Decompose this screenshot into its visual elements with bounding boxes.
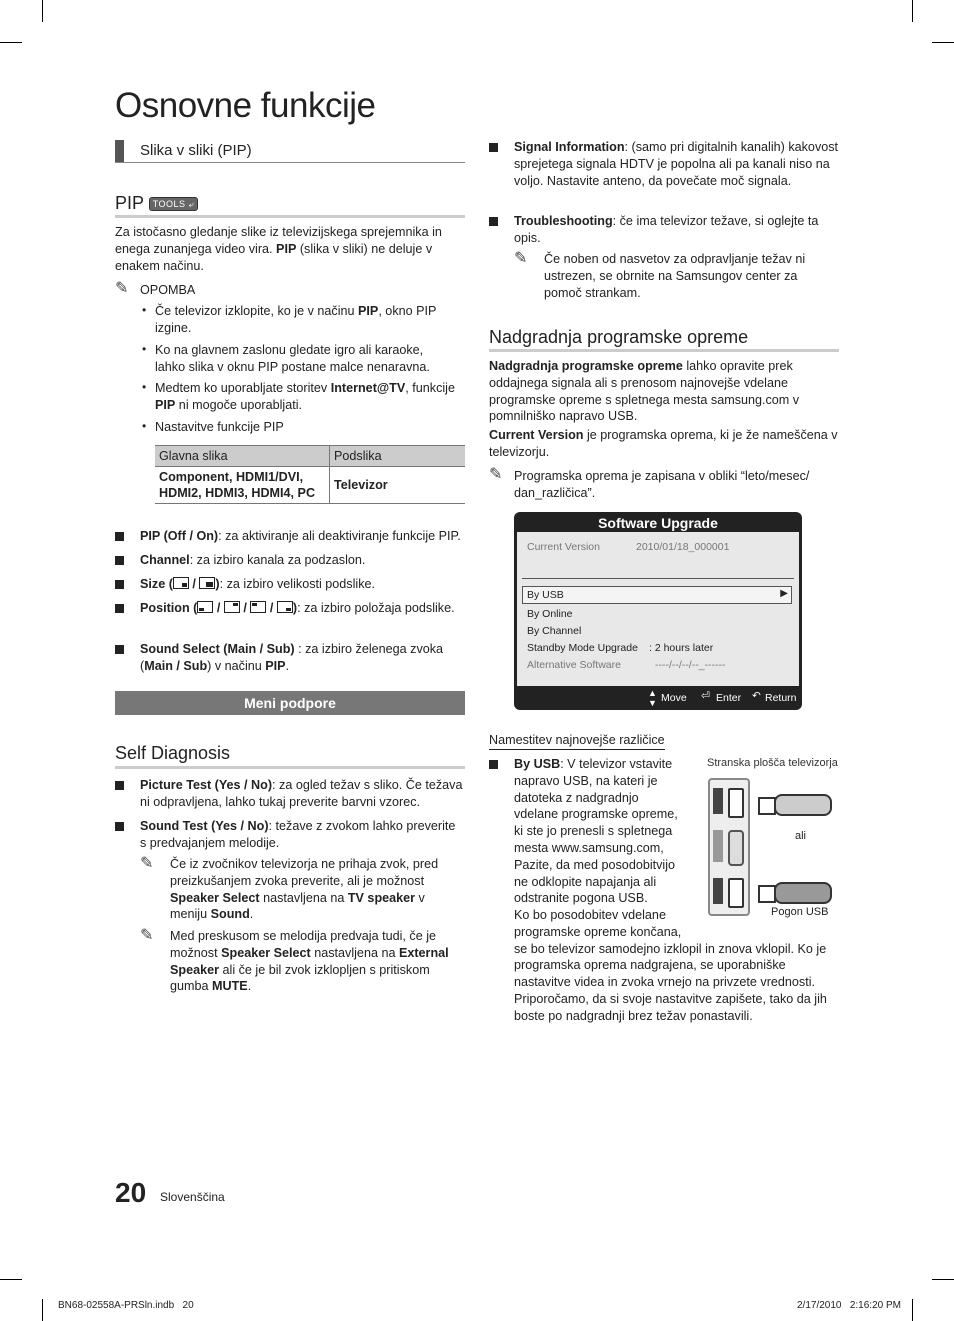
- table-header-cell: Glavna slika: [155, 446, 330, 467]
- size-small-icon: [173, 577, 189, 589]
- bullet-square: [115, 556, 124, 565]
- diagram-caption: Stranska plošča televizorja: [707, 757, 838, 769]
- item-text: : za izbiro velikosti podslike.: [219, 577, 375, 591]
- current-version-label: Current Version: [527, 541, 600, 553]
- upgrade-note: Programska oprema je zapisana v obliki “leto/mesec/ dan_različica”.: [514, 469, 810, 500]
- sound-test-item: [140, 818, 465, 852]
- item-text: : za izbiro kanala za podzaslon.: [189, 553, 366, 567]
- support-menu-banner: Meni podpore: [115, 691, 465, 715]
- crop-mark: [0, 1279, 22, 1280]
- page-number: 20: [115, 1177, 147, 1208]
- item-bold: By USB: [514, 757, 561, 771]
- footer-date: 2/17/2010 2:16:20 PM: [797, 1300, 901, 1311]
- tools-badge-text: TOOLS: [152, 199, 186, 209]
- crop-mark: [932, 1279, 954, 1280]
- position-top-left-icon: [250, 601, 266, 613]
- item-text: : V televizor vstavite napravo USB, na kateri je datoteka z nadgradnjo vdelane programske opreme, ki ste jo prenesli s spletnega mesta www.samsung.com, Pazite, da med posodobitvijo ne odklopite napajanja ali odstranite pogona USB.: [514, 757, 678, 906]
- osd-title: Software Upgrade: [598, 515, 718, 531]
- usb-port-top: [728, 788, 744, 818]
- bullet-text: , okno PIP izgine.: [155, 304, 437, 335]
- item-text: : če ima televizor težave, si oglejte ta opis.: [514, 214, 819, 245]
- bullet-square: [489, 217, 498, 226]
- note-bold: Sound: [210, 907, 250, 922]
- bullet-text: Nastavitve funkcije PIP: [155, 420, 284, 434]
- self-diagnosis-heading: Self Diagnosis: [115, 743, 231, 763]
- bullet-text: ni mogoče uporabljati.: [175, 397, 303, 412]
- current-version-value: 2010/01/18_000001: [636, 541, 730, 553]
- bullet-square: [115, 604, 124, 613]
- osd-item-by-usb[interactable]: [522, 586, 792, 604]
- by-usb-item-tail: [514, 907, 839, 1025]
- usb-drive-bottom: [758, 882, 830, 904]
- osd-alternative-value: ----/--/--/--_------: [655, 659, 726, 671]
- bullet-text: Medtem ko uporabljate storitev: [155, 381, 331, 395]
- item-text: ) v načinu: [207, 658, 266, 673]
- osd-move-label: Move: [661, 692, 687, 704]
- pip-heading-text: PIP: [115, 193, 144, 213]
- pip-settings-table: [155, 445, 465, 504]
- section-header: [115, 140, 465, 163]
- crop-mark: [42, 0, 43, 22]
- note-pencil-icon: ✎: [489, 466, 503, 483]
- bullet-square: [115, 645, 124, 654]
- table-header-cell: Podslika: [330, 446, 466, 467]
- size-large-icon: [199, 577, 215, 589]
- note-pencil-icon: ✎: [140, 927, 154, 944]
- usb-drive-top: [758, 794, 830, 814]
- note-bold: Speaker Select: [170, 890, 260, 905]
- bullet-dot: •: [142, 380, 147, 394]
- item-bold: PIP (Off / On): [140, 529, 219, 543]
- upgrade-paragraph-1: [489, 358, 839, 425]
- item-text: : težave z zvokom lahko preverite s predvajanjem melodije.: [140, 819, 456, 850]
- osd-standby-value: : 2 hours later: [649, 642, 714, 654]
- note-text: nastavljena na: [310, 945, 399, 960]
- osd-return-label: Return: [765, 692, 797, 704]
- note-bullet-1: [155, 303, 455, 337]
- item-text: : (samo pri digitalnih kanalih) kakovost sprejetega signala HDTV je popolna ali pa kanali niso na voljo. Nastavite anteno, da povečate moč signala.: [514, 140, 839, 188]
- enter-icon: ⏎: [701, 690, 710, 702]
- item-text: Ko bo posodobitev vdelane programske opreme končana, se bo televizor samodejno izklopil in znova vklopil. Ko je programska oprema nadgrajena, se uporabniške nastavitve videa in zvoka vrnejo na privzete vrednosti. Priporočamo, da si svoje nastavitve zapišete, tako da jih boste po nadgradnji brez težav ponastavili.: [514, 908, 827, 1023]
- bullet-text: Če televizor izklopite, ko je v načinu: [155, 304, 358, 318]
- osd-item-by-online[interactable]: By Online: [527, 608, 573, 620]
- by-usb-item: [514, 756, 684, 907]
- bullet-bold: PIP: [358, 304, 379, 318]
- osd-enter-label: Enter: [716, 692, 742, 704]
- note-bold: MUTE: [212, 979, 248, 994]
- osd-body: [517, 532, 799, 686]
- bullet-square: [115, 580, 124, 589]
- tools-badge: TOOLS ⤶: [149, 197, 198, 211]
- item-bold: PIP: [265, 658, 286, 673]
- bullet-bold: PIP: [155, 397, 176, 412]
- note-bullet-4: [155, 419, 455, 436]
- crop-mark: [912, 0, 913, 22]
- bullet-bold: Internet@TV: [330, 381, 406, 395]
- note-pencil-icon: ✎: [514, 250, 528, 267]
- note-pencil-icon: ✎: [115, 280, 129, 297]
- usb-drive-label: Pogon USB: [771, 906, 829, 918]
- return-icon: ↶: [752, 690, 761, 702]
- item-text: : za ogled težav s sliko. Če težava ni odpravljena, lahko tukaj preverite barvni vzorec.: [140, 778, 463, 809]
- position-item: Position ( / / / ): za izbiro položaja podslike.: [140, 601, 455, 615]
- upgrade-heading: Nadgradnja programske opreme: [489, 327, 749, 347]
- osd-divider: [522, 578, 794, 579]
- move-icon: ▲ ▼: [648, 688, 657, 708]
- position-bottom-left-icon: [197, 601, 213, 613]
- note-bold: Speaker Select: [221, 945, 311, 960]
- table-row: [155, 467, 465, 504]
- crop-mark: [912, 1299, 913, 1321]
- position-bottom-right-icon: [277, 601, 293, 613]
- usb-label-icon: [713, 878, 723, 904]
- note-text: nastavljena na: [259, 890, 348, 905]
- pip-item: [140, 528, 465, 545]
- position-top-right-icon: [224, 601, 240, 613]
- item-bold: Troubleshooting: [514, 214, 613, 228]
- tv-side-panel: [708, 778, 750, 916]
- item-bold: Main / Sub: [144, 658, 208, 673]
- crop-mark: [42, 1299, 43, 1321]
- crop-mark: [932, 42, 954, 43]
- item-bold: Signal Information: [514, 140, 625, 154]
- table-cell: Component, HDMI1/DVI, HDMI2, HDMI3, HDMI4, PC: [155, 467, 330, 504]
- item-text: .: [285, 658, 290, 673]
- heading-rule: [115, 215, 465, 218]
- sound-note-1: [170, 856, 465, 923]
- note-bullet-3: [155, 380, 455, 414]
- bullet-dot: •: [142, 342, 147, 356]
- note-bullet-2: [155, 342, 455, 376]
- paragraph-text: lahko opravite prek oddajnega signala ali s prenosom najnovejše vdelane programske opreme s spletnega mesta samsung.com v pomnilniško napravo USB.: [489, 359, 800, 424]
- usb-label-icon: [713, 788, 723, 814]
- osd-item-standby[interactable]: Standby Mode Upgrade: [527, 642, 638, 654]
- osd-item-alternative: Alternative Software: [527, 659, 621, 671]
- hdmi-port: [728, 830, 744, 866]
- note-text: .: [247, 979, 252, 994]
- bullet-square: [489, 143, 498, 152]
- item-bold: Channel: [140, 553, 190, 567]
- osd-item-by-channel[interactable]: By Channel: [527, 625, 582, 637]
- bullet-text: Ko na glavnem zaslonu gledate igro ali karaoke, lahko slika v oknu PIP postane malce nenaravna.: [155, 343, 430, 374]
- picture-test-item: [140, 777, 465, 811]
- item-bold: Sound Test (Yes / No): [140, 819, 269, 833]
- sound-note-2: [170, 928, 465, 995]
- table-cell: Televizor: [330, 467, 466, 504]
- item-bold: Position: [140, 601, 190, 615]
- bullet-dot: •: [142, 419, 147, 433]
- note-text: Med preskusom se melodija predvaja tudi, če je možnost: [170, 929, 436, 960]
- hdmi-label-icon: [713, 830, 723, 862]
- bullet-square: [115, 532, 124, 541]
- note-bold: TV speaker: [347, 890, 416, 905]
- diagram-or-label: ali: [795, 830, 807, 842]
- bullet-dot: •: [142, 303, 147, 317]
- intro-tail: (slika v sliki) ne deluje v enakem načinu.: [115, 241, 433, 273]
- item-text: : za aktiviranje ali deaktiviranje funkcije PIP.: [218, 529, 461, 543]
- software-upgrade-osd: [514, 512, 802, 710]
- bullet-square: [115, 781, 124, 790]
- signal-info-item: [514, 139, 839, 189]
- paragraph-text: je programska oprema, ki je že nameščena v televizorju.: [489, 428, 838, 459]
- note-text: Če iz zvočnikov televizorja ne prihaja zvok, pred preizkušanjem zvoka preverite, ali je možnost: [170, 857, 439, 888]
- sound-select-item: [140, 641, 465, 675]
- note-bold: External Speaker: [170, 945, 449, 977]
- table-header-row: [155, 446, 465, 467]
- upgrade-paragraph-2: [489, 427, 839, 461]
- troubleshooting-note: Če noben od nasvetov za odpravljanje težav ni ustrezen, se obrnite na Samsungov center za pomoč strankam.: [544, 252, 806, 300]
- note-text: v meniju: [170, 890, 425, 922]
- osd-footer: [514, 688, 802, 708]
- note-text: .: [249, 907, 254, 922]
- item-text: : za izbiro želenega zvoka (: [140, 642, 444, 673]
- usb-port-bottom: [728, 878, 744, 908]
- item-bold: Size: [140, 577, 166, 591]
- heading-rule: [115, 766, 465, 769]
- paragraph-bold: Nadgradnja programske opreme: [489, 359, 683, 373]
- heading-rule: [489, 349, 839, 352]
- channel-item: [140, 552, 465, 569]
- item-bold: Picture Test (Yes / No): [140, 778, 273, 792]
- pip-intro: [115, 224, 465, 274]
- section-marker: [115, 140, 124, 162]
- troubleshooting-item: [514, 213, 839, 247]
- item-bold: Sound Select (Main / Sub): [140, 642, 295, 656]
- bullet-text: , funkcije: [405, 381, 455, 395]
- install-heading: Namestitev najnovejše različice: [489, 732, 665, 750]
- osd-item-label: By USB: [527, 589, 564, 601]
- footer-file: BN68-02558A-PRSln.indb 20: [58, 1300, 194, 1311]
- intro-bold: PIP: [276, 241, 297, 256]
- bullet-square: [115, 822, 124, 831]
- intro-text: Za istočasno gledanje slike iz televizijskega sprejemnika in enega zunanjega video vira.: [115, 225, 442, 256]
- section-title: Slika v sliki (PIP): [140, 142, 252, 159]
- page-language: Slovenščina: [160, 1190, 225, 1204]
- note-label: OPOMBA: [140, 283, 196, 297]
- arrow-right-icon: ▶: [780, 588, 788, 599]
- pip-heading: [115, 193, 198, 214]
- bullet-square: [489, 760, 498, 769]
- paragraph-bold: Current Version: [489, 428, 584, 442]
- note-pencil-icon: ✎: [140, 855, 154, 872]
- note-text: ali če je bil zvok izklopljen s pritiskom gumba: [170, 962, 430, 994]
- item-text: : za izbiro položaja podslike.: [297, 601, 455, 615]
- size-item: Size ( / ): za izbiro velikosti podslike.: [140, 577, 375, 591]
- page-title: Osnovne funkcije: [115, 86, 376, 125]
- crop-mark: [0, 42, 22, 43]
